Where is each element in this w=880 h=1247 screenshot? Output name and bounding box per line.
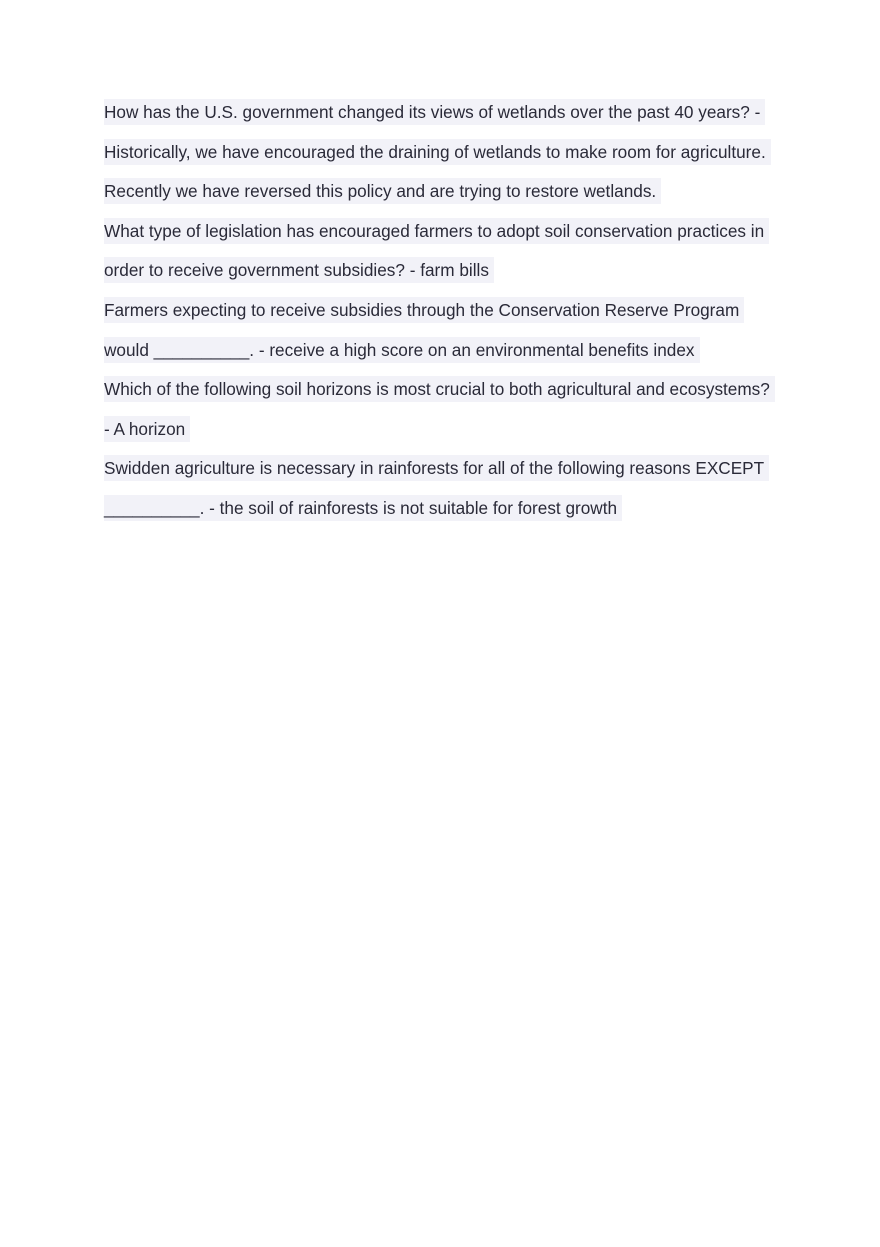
text-line xyxy=(104,449,794,489)
text-line-content: __________. - the soil of rainforests is not suitable for forest growth xyxy=(104,495,622,521)
text-line xyxy=(104,212,794,252)
text-line-content: What type of legislation has encouraged farmers to adopt soil conservation practices in xyxy=(104,218,769,244)
text-line-content: Historically, we have encouraged the draining of wetlands to make room for agriculture. xyxy=(104,139,771,165)
text-line xyxy=(104,172,794,212)
text-line-content: Recently we have reversed this policy and are trying to restore wetlands. xyxy=(104,178,661,204)
text-line-content: Which of the following soil horizons is most crucial to both agricultural and ecosystems? xyxy=(104,376,775,402)
text-line xyxy=(104,489,794,529)
text-line-content: would __________. - receive a high score on an environmental benefits index xyxy=(104,337,700,363)
text-line xyxy=(104,133,794,173)
text-line xyxy=(104,410,794,450)
text-line xyxy=(104,251,794,291)
text-line-content: Swidden agriculture is necessary in rainforests for all of the following reasons EXCEPT xyxy=(104,455,769,481)
text-line-content: Farmers expecting to receive subsidies through the Conservation Reserve Program xyxy=(104,297,744,323)
text-line-content: - A horizon xyxy=(104,416,190,442)
text-line xyxy=(104,93,794,133)
document-body xyxy=(104,93,794,529)
text-line xyxy=(104,370,794,410)
text-line-content: How has the U.S. government changed its views of wetlands over the past 40 years? - xyxy=(104,99,765,125)
text-line-content: order to receive government subsidies? - farm bills xyxy=(104,257,494,283)
text-line xyxy=(104,331,794,371)
text-line xyxy=(104,291,794,331)
